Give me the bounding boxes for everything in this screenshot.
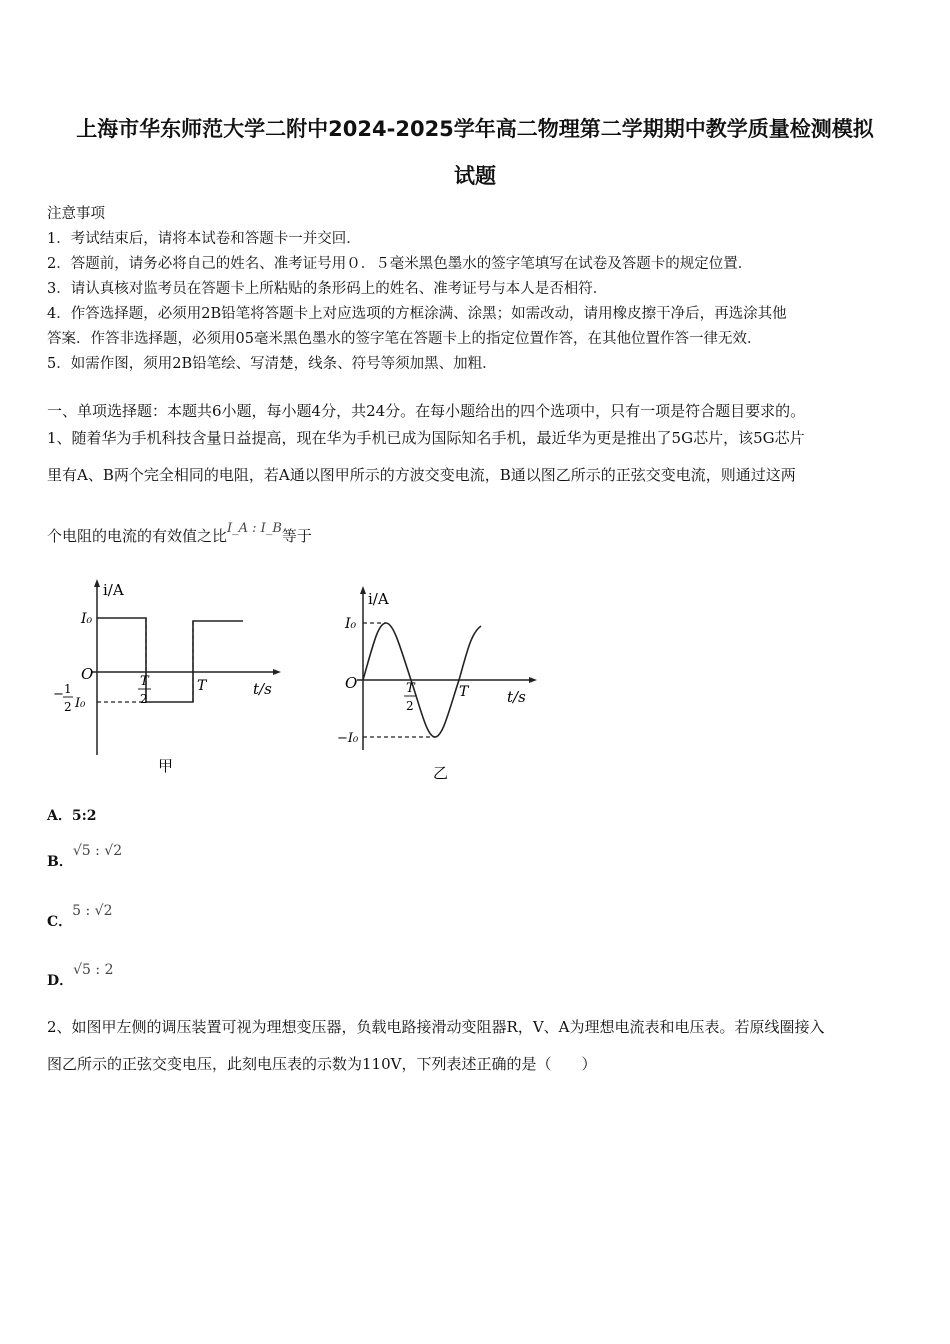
question-2-text: 图乙所示的正弦交变电压，此刻电压表的示数为110V，下列表述正确的是（ ） — [47, 1055, 597, 1073]
option-text: 5 : √2 — [72, 903, 113, 919]
figure-square-wave — [45, 575, 295, 785]
T-label: T — [459, 684, 469, 700]
neg-i0-label: −I₀ — [337, 731, 359, 746]
y-axis-label: i/A — [103, 581, 124, 599]
section-header: 一、单项选择题：本题共6小题，每小题4分，共24分。在每小题给出的四个选项中，只有一项是符合题目要求的。 — [47, 402, 806, 420]
question-1-text: 1、随着华为手机科技含量日益提高，现在华为手机已成为国际知名手机，最近华为更是推出了5G芯片，该5G芯片 — [47, 429, 805, 447]
option-text: √5 : √2 — [72, 843, 123, 859]
question-1-text: 里有A、B两个完全相同的电阻，若A通以图甲所示的方波交变电流，B通以图乙所示的正弦交变电流，则通过这两 — [47, 466, 796, 484]
neg-half-i0: I₀ — [75, 696, 86, 711]
option-letter: D． — [47, 973, 74, 989]
note-item: 答案．作答非选择题，必须用05毫米黑色墨水的签字笔在答题卡上的指定位置作答，在其他位置作答一律无效． — [47, 331, 762, 347]
ratio-formula: I_A : I_B — [227, 521, 282, 536]
option-letter: A． — [47, 808, 72, 824]
note-item: 5．如需作图，须用2B铅笔绘、写清楚，线条、符号等须加黑、加粗． — [47, 356, 497, 372]
note-item: 1．考试结束后，请将本试卷和答题卡一并交回． — [47, 231, 361, 247]
page-title: 上海市华东师范大学二附中2024-2025学年高二物理第二学期期中教学质量检测模拟 — [76, 117, 874, 141]
x-axis-label: t/s — [507, 688, 526, 706]
note-item: 4．作答选择题，必须用2B铅笔将答题卡上对应选项的方框涂满、涂黑；如需改动，请用橡皮擦干净后，再选涂其他 — [47, 306, 787, 322]
half-T-num: T — [140, 674, 149, 689]
notes-heading: 注意事项 — [47, 206, 105, 222]
figure-caption: 乙 — [433, 764, 449, 782]
half-T-den: 2 — [406, 699, 414, 713]
page-title-cont: 试题 — [454, 164, 496, 188]
neg-half-den: 2 — [64, 700, 72, 714]
origin-label: O — [81, 665, 94, 683]
neg-half-num: 1 — [64, 682, 72, 696]
option-d[interactable] — [47, 962, 114, 990]
option-a[interactable] — [47, 805, 97, 825]
question-1-text-post: 等于 — [281, 527, 312, 545]
origin-label: O — [345, 674, 358, 692]
question-1-text — [47, 521, 312, 546]
option-text: √5 : 2 — [73, 962, 114, 978]
half-T-den: 2 — [140, 692, 148, 706]
i0-label: I₀ — [81, 611, 93, 627]
half-T-num: T — [406, 681, 415, 696]
figure-caption: 甲 — [158, 757, 174, 775]
y-axis-label: i/A — [368, 590, 389, 608]
question-2-text: 2、如图甲左侧的调压装置可视为理想变压器，负载电路接滑动变阻器R，V、A为理想电流表和电压表。若原线圈接入 — [47, 1018, 825, 1036]
option-c[interactable] — [47, 903, 113, 931]
question-1-text-pre: 个电阻的电流的有效值之比 — [47, 527, 228, 545]
option-letter: C． — [47, 914, 73, 930]
i0-label: I₀ — [345, 616, 357, 632]
neg-half-prefix: − — [53, 687, 64, 702]
note-item: 2．答题前，请务必将自己的姓名、准考证号用０．５毫米黑色墨水的签字笔填写在试卷及答题卡的规定位置． — [47, 256, 753, 272]
x-axis-label: t/s — [253, 680, 272, 698]
option-letter: B． — [47, 854, 73, 870]
T-label: T — [197, 678, 207, 694]
option-text: 5:2 — [71, 808, 97, 824]
figure-sine-wave — [335, 580, 555, 790]
option-b[interactable] — [47, 843, 123, 871]
note-item: 3．请认真核对监考员在答题卡上所粘贴的条形码上的姓名、准考证号与本人是否相符． — [47, 281, 608, 297]
